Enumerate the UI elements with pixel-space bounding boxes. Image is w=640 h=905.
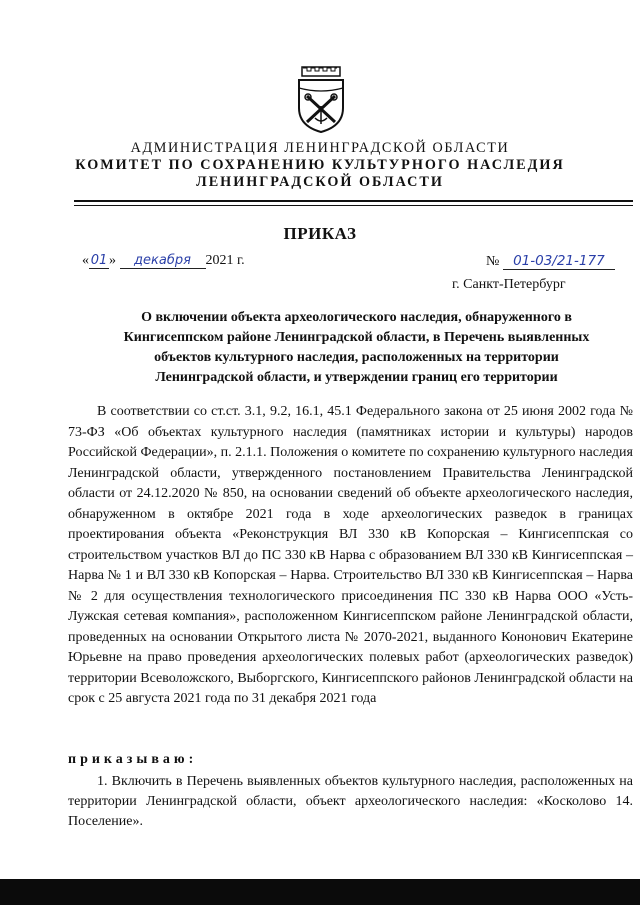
date-day: 01	[90, 253, 108, 268]
scan-bottom-edge	[0, 879, 640, 905]
org-line-committee: КОМИТЕТ ПО СОХРАНЕНИЮ КУЛЬТУРНОГО НАСЛЕДИЯ	[75, 157, 565, 173]
org-line-administration: АДМИНИСТРАЦИЯ ЛЕНИНГРАДСКОЙ ОБЛАСТИ	[130, 140, 510, 156]
document-title: ПРИКАЗ	[283, 224, 357, 243]
preamble-paragraph: В соответствии со ст.ст. 3.1, 9.2, 16.1, 45.1 Федерального закона от 25 июня 2002 года № 73-ФЗ «Об объектах культурного наследия (памятниках истории и культуры) народов Российской Федерации», п. 2.1.1. Положения о комитете по сохранению культурного наследия Ленинградской области, утвержденного постановлением Правительства Ленинградской области от 24.12.2020 № 850, на основании сведений об объекте археологического наследия, обнаруженном в октябре 2021 года в ходе археологических разведок в границах проектирования объекта «Реконструкция ВЛ 330 кВ Копорская – Кингисеппская со строительством участков ВЛ до ПС 330 кВ Нарва с образованием ВЛ 330 кВ Кингисеппская – Нарва № 1 и ВЛ 330 кВ Копорская – Нарва. Строительство ВЛ 330 кВ Кингисеппская – Нарва № 2 для осуществления технологического присоединения ПС 330 кВ Нарва ООО «Усть-Лужская сетевая компания», расположенном Кингисеппском районе Ленинградской области, проведенных на основании Открытого листа № 2070-2021, выданного Кононович Екатерине Юрьевне на право проведения археологических полевых работ (археологических разведок) территории Всеволожского, Выборгского, Кингисеппского районов Ленинградской области на срок с 25 августа 2021 года по 31 декабря 2021 года	[68, 404, 633, 706]
number-label: №	[486, 254, 500, 269]
header-rule-thin	[74, 205, 633, 206]
date-open-quote: «	[82, 253, 89, 268]
coat-of-arms-emblem	[293, 66, 349, 134]
order-item-1: 1. Включить в Перечень выявленных объектов культурного наследия, расположенных на территории Ленинградской области, объект археологического наследия: «Косколово 14. Поселение».	[68, 774, 633, 829]
org-line-region: ЛЕНИНГРАДСКОЙ ОБЛАСТИ	[196, 174, 444, 190]
subject-line-1: О включении объекта археологического наследия, обнаруженного в	[141, 310, 572, 325]
subject-line-4: Ленинградской области, и утверждении границ его территории	[155, 370, 558, 385]
date-close-quote: »	[109, 253, 116, 268]
document-date	[82, 253, 245, 269]
document-city: г. Санкт-Петербург	[452, 277, 566, 292]
date-month: декабря	[120, 253, 206, 269]
header-rule-thick	[74, 200, 633, 202]
number-value: 01-03/21-177	[503, 253, 615, 270]
document-subject	[80, 308, 633, 388]
document-number	[486, 253, 615, 270]
order-keyword: приказываю:	[68, 752, 198, 767]
subject-line-2: Кингисеппском районе Ленинградской области, в Перечень выявленных	[123, 330, 590, 345]
subject-line-3: объектов культурного наследия, расположенных на территории	[154, 350, 559, 365]
date-year: 2021 г.	[205, 253, 245, 268]
